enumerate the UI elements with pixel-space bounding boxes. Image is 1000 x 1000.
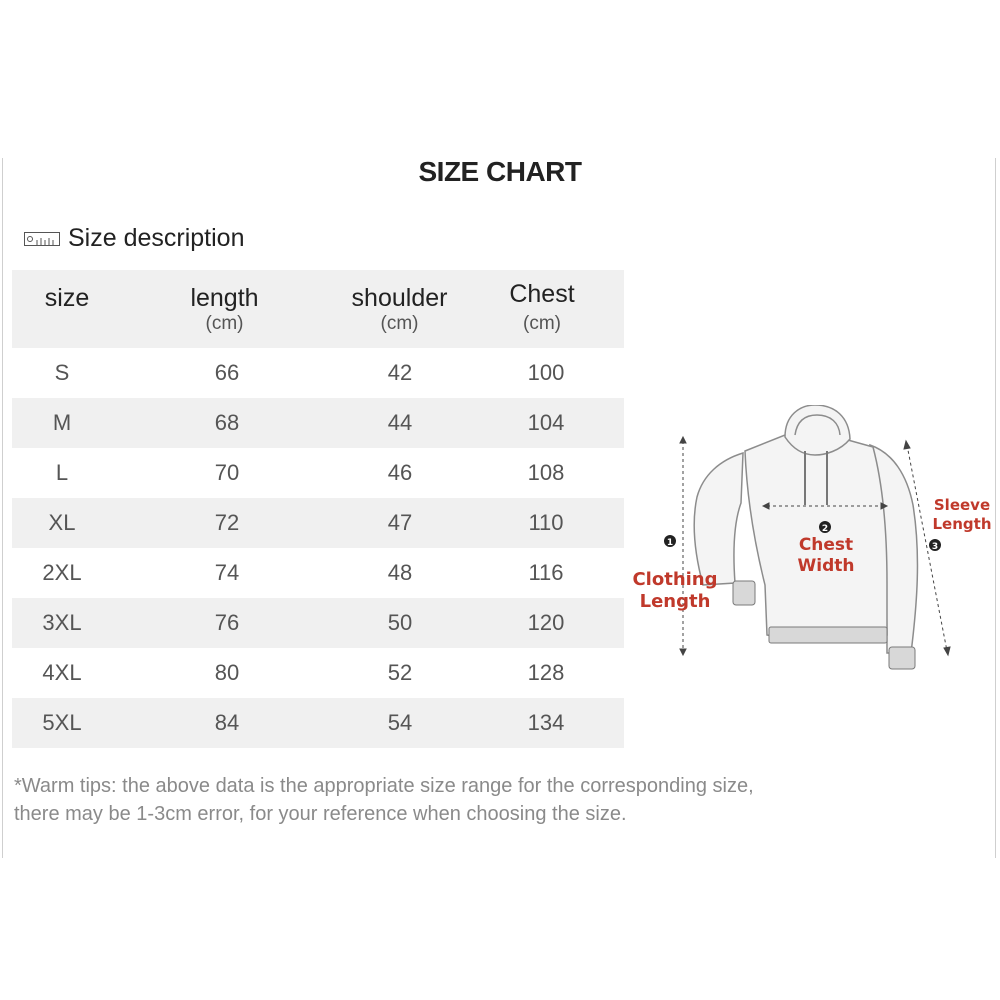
clothing-length-arrow xyxy=(680,437,686,655)
svg-text:3: 3 xyxy=(931,542,939,552)
hoodie-measurement-diagram xyxy=(625,405,995,695)
table-row: 3XL 76 50 120 xyxy=(12,598,624,648)
table-row: S 66 42 100 xyxy=(54,360,565,385)
table-header xyxy=(12,270,624,348)
header-length: length (cm) xyxy=(190,284,259,334)
svg-text:2: 2 xyxy=(821,524,829,534)
section-header xyxy=(24,224,244,253)
warm-tips xyxy=(14,772,914,828)
header-size: size xyxy=(44,284,90,312)
size-table xyxy=(12,270,624,748)
table-row: 5XL 84 54 134 xyxy=(12,698,624,748)
svg-text:Length: Length xyxy=(932,515,992,533)
section-label: Size description xyxy=(68,224,245,252)
marker-1 xyxy=(664,535,676,548)
svg-text:Length: Length xyxy=(639,591,711,612)
table-row: 4XL 80 52 128 xyxy=(42,660,565,685)
table-row: XL 72 47 110 xyxy=(12,498,624,548)
svg-text:Clothing: Clothing xyxy=(632,569,718,590)
table-row: M 68 44 104 xyxy=(12,398,624,448)
clothing-length-label xyxy=(632,569,717,612)
sleeve-length-label xyxy=(933,496,992,533)
table-row: L 70 46 108 xyxy=(55,460,565,485)
header-shoulder: shoulder (cm) xyxy=(351,284,448,334)
frame-left-border xyxy=(2,158,3,858)
header-chest: Chest (cm) xyxy=(509,280,575,334)
page-title: SIZE CHART xyxy=(418,156,582,187)
ruler-icon xyxy=(24,232,60,246)
chest-width-label xyxy=(798,535,855,576)
svg-text:Sleeve: Sleeve xyxy=(933,496,991,514)
svg-text:Width: Width xyxy=(797,556,855,576)
warm-tips-line-1: *Warm tips: the above data is the appropriate size range for the corresponding size, xyxy=(14,775,754,797)
hoodie-illustration xyxy=(694,405,917,653)
marker-3 xyxy=(929,539,941,552)
table-row: 2XL 74 48 116 xyxy=(42,560,564,585)
warm-tips-line-2: there may be 1-3cm error, for your reference when choosing the size. xyxy=(14,803,627,825)
svg-text:1: 1 xyxy=(666,538,674,548)
svg-text:Chest: Chest xyxy=(798,535,854,555)
frame-right-border xyxy=(995,158,996,858)
